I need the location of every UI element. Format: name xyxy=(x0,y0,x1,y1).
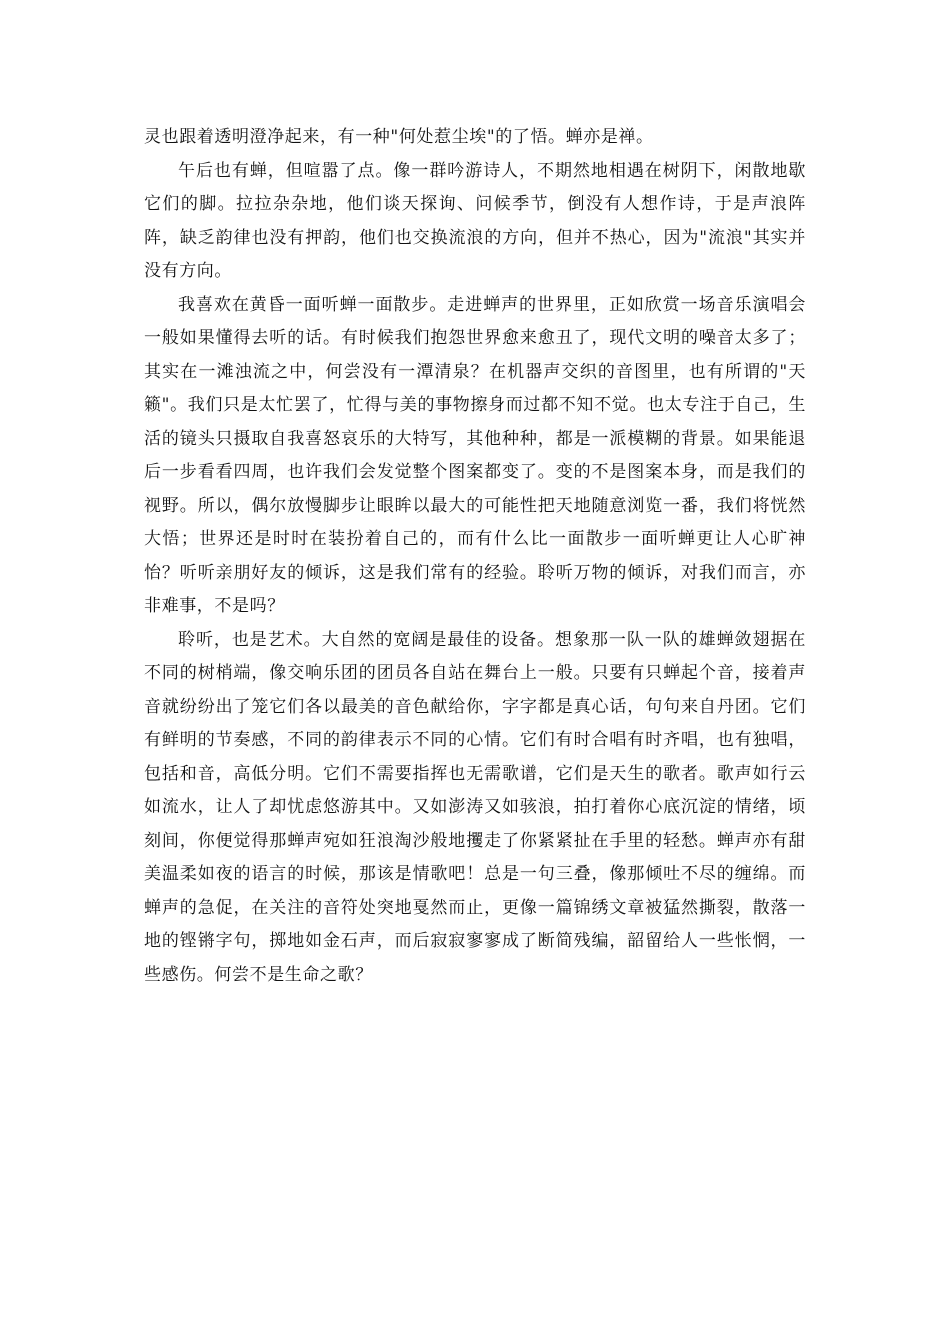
paragraph-1: 灵也跟着透明澄净起来，有一种"何处惹尘埃"的了悟。蝉亦是禅。 xyxy=(144,127,654,147)
paragraph-4: 聆听，也是艺术。大自然的宽阔是最佳的设备。想象那一队一队的雄蝉敛翅据在不同的树梢端，像交响乐团的团员各自站在舞台上一般。只要有只蝉起个音，接着声音就纷纷出了笼它们各以最美的音色献给你，字字都是真心话，句句来自丹团。它们有鲜明的节奏感，不同的韵律表示不同的心情。它们有时合唱有时齐唱，也有独唱，包括和音，高低分明。它们不需要指挥也无需歌谱，它们是天生的歌者。歌声如行云如流水，让人了却忧虑悠游其中。又如澎涛又如骇浪，拍打着你心底沉淀的情绪，顷刻间，你便觉得那蝉声宛如狂浪淘沙般地攫走了你紧紧扯在手里的轻愁。蝉声亦有甜美温柔如夜的语言的时候，那该是情歌吧！总是一句三叠，像那倾吐不尽的缠绵。而蝉声的急促，在关注的音符处突地戛然而止，更像一篇锦绣文章被猛然撕裂，散落一地的铿锵字句，掷地如金石声，而后寂寂寥寥成了断简残编，韶留给人一些怅惘，一些感伤。何尝不是生命之歌？ xyxy=(144,629,806,985)
essay-body xyxy=(144,121,806,992)
paragraph-2: 午后也有蝉，但喧嚣了点。像一群吟游诗人，不期然地相遇在树阴下，闲散地歇它们的脚。拉拉杂杂地，他们谈天探询、问候季节，倒没有人想作诗，于是声浪阵阵，缺乏韵律也没有押韵，他们也交换流浪的方向，但并不热心，因为"流浪"其实并没有方向。 xyxy=(144,160,806,281)
paragraph-3: 我喜欢在黄昏一面听蝉一面散步。走进蝉声的世界里，正如欣赏一场音乐演唱会一般如果懂得去听的话。有时候我们抱怨世界愈来愈丑了，现代文明的噪音太多了；其实在一滩浊流之中，何尝没有一潭清泉？在机器声交织的音图里，也有所谓的"天籁"。我们只是太忙罢了，忙得与美的事物擦身而过都不知不觉。也太专注于自己，生活的镜头只摄取自我喜怒哀乐的大特写，其他种种，都是一派模糊的背景。如果能退后一步看看四周，也许我们会发觉整个图案都变了。变的不是图案本身，而是我们的视野。所以，偶尔放慢脚步让眼眸以最大的可能性把天地随意浏览一番，我们将恍然大悟；世界还是时时在装扮着自己的，而有什么比一面散步一面听蝉更让人心旷神怡？听听亲朋好友的倾诉，这是我们常有的经验。聆听万物的倾诉，对我们而言，亦非难事，不是吗？ xyxy=(144,294,806,616)
